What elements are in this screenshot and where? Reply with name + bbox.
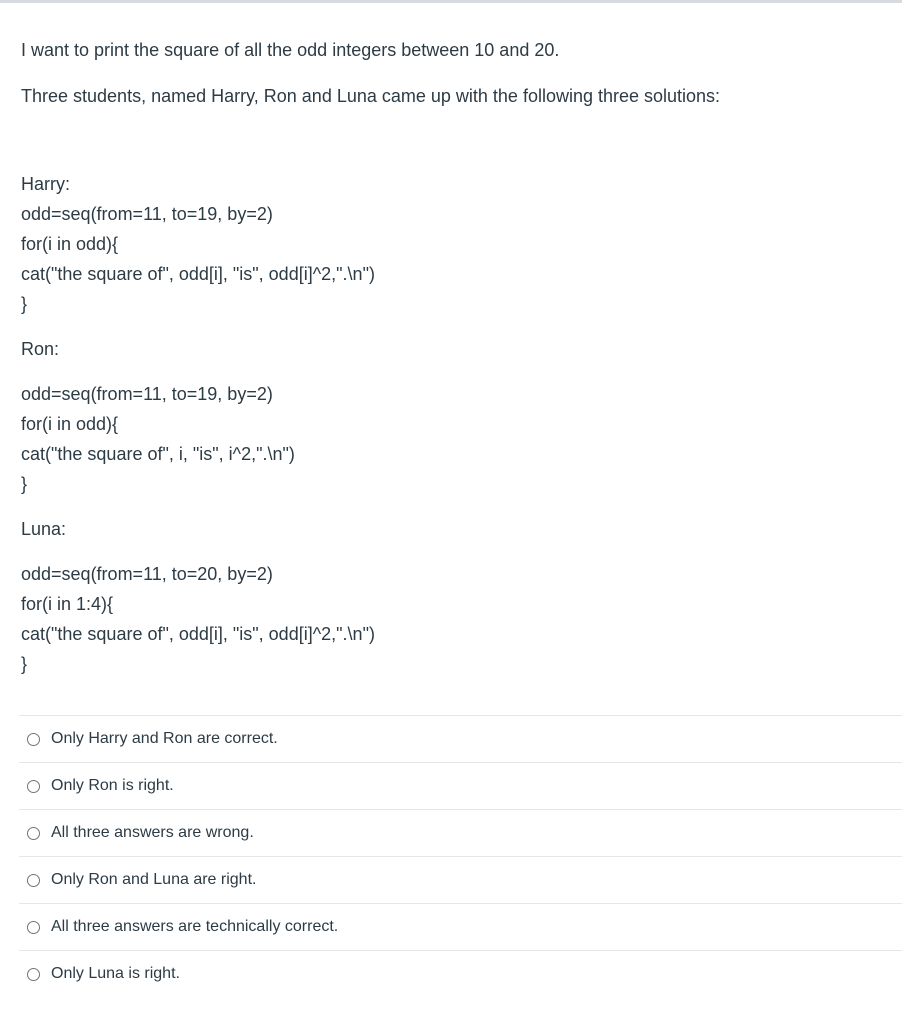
code-line: cat("the square of", i, "is", i^2,".\n") [21,444,295,464]
code-line: } [21,474,28,494]
answer-label[interactable]: All three answers are technically correct. [51,918,339,935]
solution-name: Luna: [21,519,67,539]
code-line: odd=seq(from=11, to=20, by=2) [21,564,273,584]
code-line: for(i in 1:4){ [21,594,114,614]
answer-label[interactable]: Only Ron is right. [51,777,174,794]
radio-button[interactable] [27,968,40,981]
question-text [21,38,881,682]
solution-harry [21,172,881,322]
solution-luna [21,517,881,682]
answer-option-2[interactable] [19,762,902,809]
answer-options [19,715,902,997]
code-line: cat("the square of", odd[i], "is", odd[i]^2,".\n") [21,264,375,284]
code-line: cat("the square of", odd[i], "is", odd[i]^2,".\n") [21,624,375,644]
code-line: odd=seq(from=11, to=19, by=2) [21,204,273,224]
answer-option-3[interactable] [19,809,902,856]
code-line: odd=seq(from=11, to=19, by=2) [21,384,273,404]
answer-label[interactable]: Only Ron and Luna are right. [51,871,257,888]
radio-button[interactable] [27,874,40,887]
top-divider [0,0,902,3]
answer-label[interactable]: Only Luna is right. [51,965,180,982]
answer-label[interactable]: Only Harry and Ron are correct. [51,730,278,747]
question-prompt: I want to print the square of all the odd integers between 10 and 20. [21,40,560,60]
solution-name: Ron: [21,339,60,359]
question-intro: Three students, named Harry, Ron and Luna came up with the following three solutions: [21,86,721,106]
code-line: for(i in odd){ [21,414,119,434]
solution-ron [21,337,881,502]
answer-option-6[interactable] [19,950,902,997]
answer-option-1[interactable] [19,715,902,762]
code-line: } [21,294,28,314]
radio-button[interactable] [27,733,40,746]
answer-label[interactable]: All three answers are wrong. [51,824,254,841]
solution-name: Harry: [21,174,70,194]
radio-button[interactable] [27,780,40,793]
code-line: for(i in odd){ [21,234,119,254]
answer-option-4[interactable] [19,856,902,903]
code-line: } [21,654,28,674]
radio-button[interactable] [27,921,40,934]
answer-option-5[interactable] [19,903,902,950]
radio-button[interactable] [27,827,40,840]
